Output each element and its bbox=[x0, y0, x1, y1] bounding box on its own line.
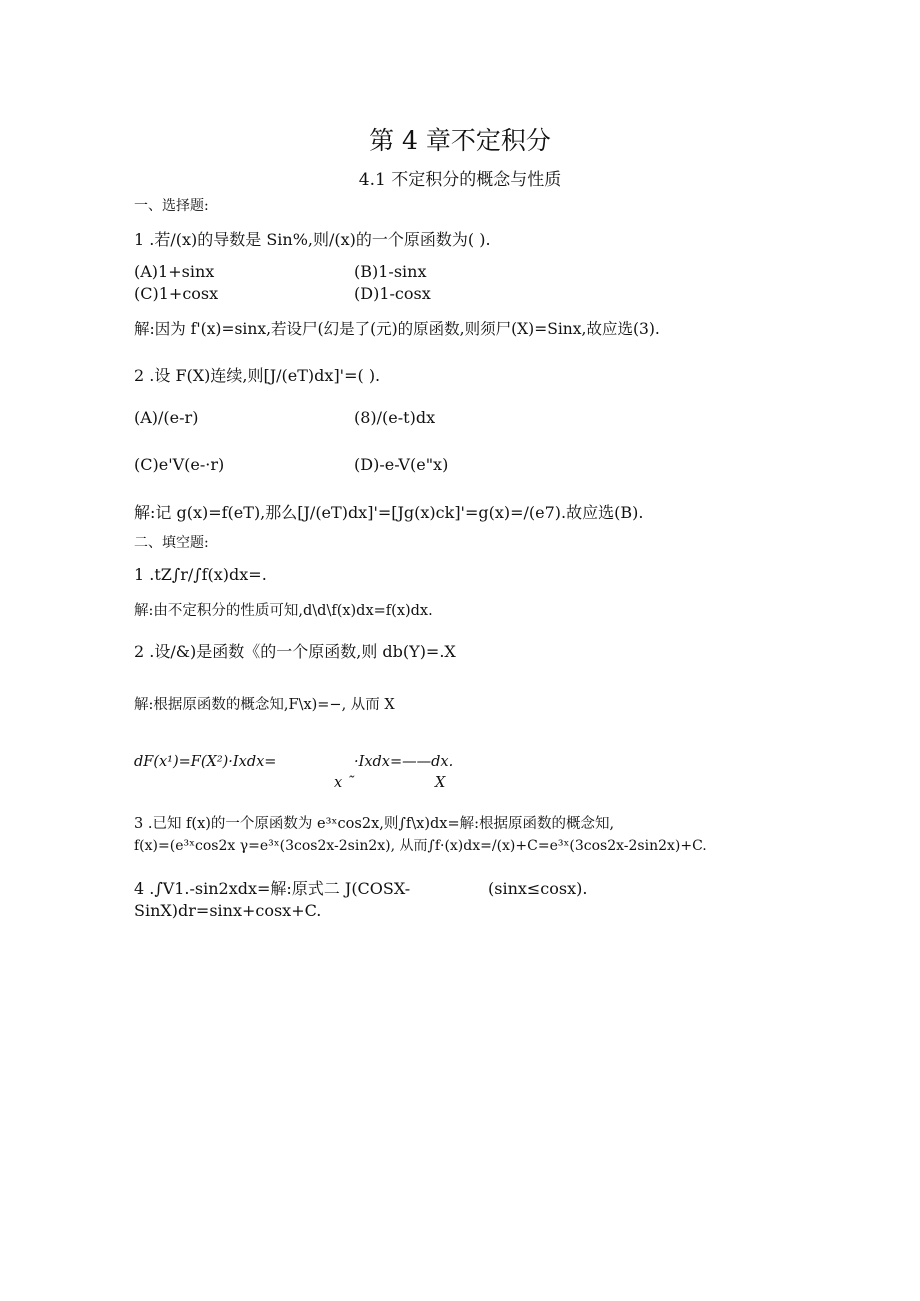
fill-2-equation-left: dF(x¹)=F(X²)·Ixdx= bbox=[134, 754, 277, 770]
q2-option-b: (8)/(e-t)dx bbox=[354, 408, 436, 427]
fill-question-1: 1 .tZ∫r/∫f(x)dx=. bbox=[134, 565, 267, 584]
q2-option-a: (A)/(e-r) bbox=[134, 408, 199, 427]
fill-4-condition: (sinx≤cosx). bbox=[488, 879, 588, 898]
fill-2-equation-right: ·Ixdx=——dx. bbox=[354, 754, 454, 770]
fill-1-solution: 解:由不定积分的性质可知,d\d\f(x)dx=f(x)dx. bbox=[134, 603, 433, 619]
q2-option-d: (D)-e-V(e"x) bbox=[354, 455, 449, 474]
q1-option-b: (B)1-sinx bbox=[354, 262, 427, 281]
section-fill-heading: 二、填空题: bbox=[134, 535, 209, 551]
q1-option-a: (A)1+sinx bbox=[134, 262, 215, 281]
section-choice-heading: 一、选择题: bbox=[134, 198, 209, 214]
q1-option-c: (C)1+cosx bbox=[134, 284, 219, 303]
fill-3-solution: f(x)=(e³ˣcos2x γ=e³ˣ(3cos2x-2sin2x), 从而∫f·(x)dx=/(x)+C=e³ˣ(3cos2x-2sin2x)+C. bbox=[134, 838, 707, 854]
fill-question-4: 4 .∫V1.-sin2xdx=解:原式二 J(COSX- bbox=[134, 879, 411, 898]
chapter-title: 第 4 章不定积分 bbox=[369, 126, 551, 155]
fill-4-solution: SinX)dr=sinx+cosx+C. bbox=[134, 901, 322, 920]
question-2: 2 .设 F(X)连续,则[J/(eT)dx]'=( ). bbox=[134, 366, 381, 385]
q2-solution: 解:记 g(x)=f(eT),那么[J/(eT)dx]'=[Jg(x)ck]'=g(x)=/(e7).故应选(B). bbox=[134, 503, 644, 522]
section-title: 4.1 不定积分的概念与性质 bbox=[358, 170, 562, 190]
question-1: 1 .若/(x)的导数是 Sin%,则/(x)的一个原函数为( ). bbox=[134, 230, 491, 249]
fill-2-equation-denominator-right: X bbox=[435, 775, 446, 791]
fill-question-3: 3 .已知 f(x)的一个原函数为 e³ˣcos2x,则∫f\x)dx=解:根据原函数的概念知, bbox=[134, 816, 615, 832]
fill-2-equation-denominator-left: x ˜ bbox=[334, 775, 355, 791]
fill-question-2: 2 .设/&)是函数《的一个原函数,则 db(Y)=.X bbox=[134, 642, 456, 661]
q2-option-c: (C)e'V(e-·r) bbox=[134, 455, 225, 474]
q1-option-d: (D)1-cosx bbox=[354, 284, 431, 303]
q1-solution: 解:因为 f'(x)=sinx,若设尸(幻是了(元)的原函数,则须尸(X)=Sinx,故应选(3). bbox=[134, 320, 660, 338]
fill-2-solution: 解:根据原函数的概念知,F\x)=−, 从而 X bbox=[134, 697, 395, 713]
